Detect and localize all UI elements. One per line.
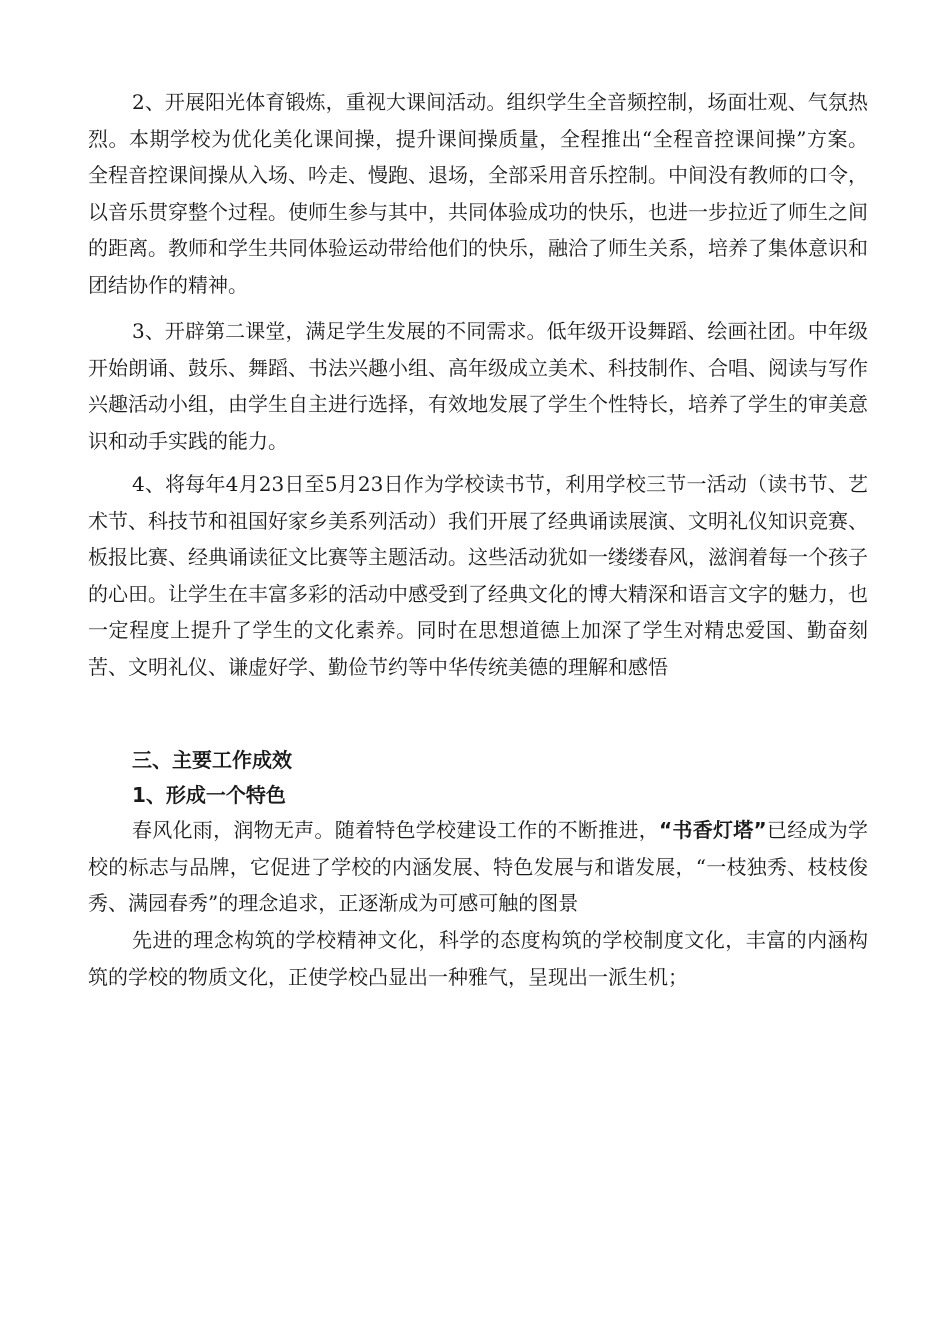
paragraph-school-brand	[88, 812, 868, 922]
paragraph-school-culture: 先进的理念构筑的学校精神文化，科学的态度构筑的学校制度文化，丰富的内涵构筑的学校的物质文化，正使学校凸显出一种雅气，呈现出一派生机；	[88, 928, 868, 989]
paragraph-second-classroom: 3、开辟第二课堂，满足学生发展的不同需求。低年级开设舞蹈、绘画社团。中年级开始朗诵、鼓乐、舞蹈、书法兴趣小组、高年级成立美术、科技制作、合唱、阅读与写作兴趣活动小组，由学生自主进行选择，有效地发展了学生个性特长，培养了学生的审美意识和动手实践的能力。	[88, 319, 868, 453]
brand-name-bold: “书香灯塔”	[659, 818, 767, 842]
paragraph-sunshine-sports: 2、开展阳光体育锻炼，重视大课间活动。组织学生全音频控制，场面壮观、气氛热烈。本期学校为优化美化课间操，提升课间操质量，全程推出“全程音控课间操”方案。全程音控课间操从入场、吟走、慢跑、退场，全部采用音乐控制。中间没有教师的口令，以音乐贯穿整个过程。使师生参与其中，共同体验成功的快乐，也进一步拉近了师生之间的距离。教师和学生共同体验运动带给他们的快乐，融洽了师生关系，培养了集体意识和团结协作的精神。	[88, 90, 868, 297]
paragraph-reading-festival: 4、将每年4月23日至5月23日作为学校读书节，利用学校三节一活动（读书节、艺术节、科技节和祖国好家乡美系列活动）我们开展了经典诵读展演、文明礼仪知识竞赛、板报比赛、经典诵读征文比赛等主题活动。这些活动犹如一缕缕春风，滋润着每一个孩子的心田。让学生在丰富多彩的活动中感受到了经典文化的博大精深和语言文字的魅力，也一定程度上提升了学生的文化素养。同时在思想道德上加深了学生对精忠爱国、勤奋刻苦、文明礼仪、谦虚好学、勤俭节约等中华传统美德的理解和感悟	[88, 472, 868, 679]
sub-heading: 1、形成一个特色	[132, 783, 286, 807]
brand-rest-text: 已经成为学校的标志与品牌，它促进了学校的内涵发展、特色发展与和谐发展，“一枝独秀、枝枝俊秀、满园春秀”的理念追求，正逐渐成为可感可触的图景	[88, 818, 869, 915]
brand-intro-text: 春风化雨，润物无声。随着特色学校建设工作的不断推进，	[132, 818, 660, 842]
section-heading: 三、主要工作成效	[132, 748, 292, 772]
